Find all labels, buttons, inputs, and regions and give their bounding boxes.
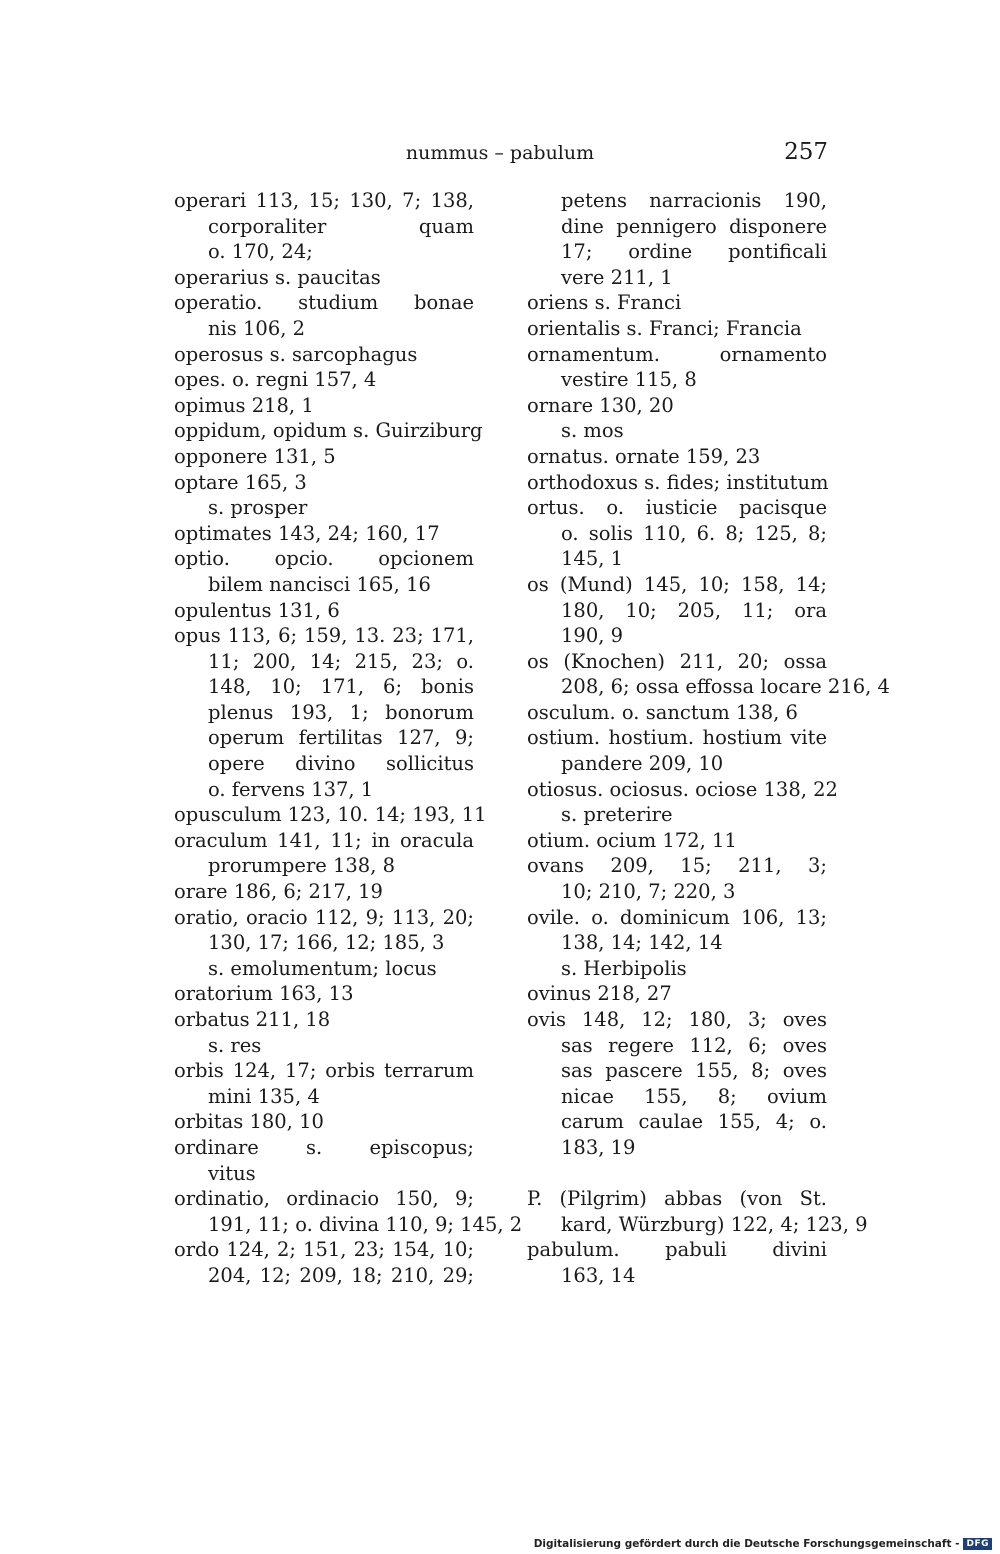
- index-entry: ornamentum. ornamento: [527, 342, 827, 366]
- index-entry-continuation: operum fertilitas 127, 9;: [208, 726, 474, 750]
- index-entry: orbatus 211, 18: [174, 1008, 331, 1031]
- index-entry: oratio, oracio 112, 9; 113, 20;: [174, 905, 474, 929]
- index-entry: opponere 131, 5: [174, 444, 336, 468]
- index-entry: ordo 124, 2; 151, 23; 154, 10;: [174, 1238, 474, 1262]
- index-entry-continuation: vestire 115, 8: [561, 368, 697, 392]
- index-entry: ordinare s. episcopus;: [174, 1135, 474, 1159]
- index-entry-continuation: 148, 10; 171, 6; bonis: [208, 675, 474, 699]
- index-entry-continuation: sas pascere 155, 8; oves: [561, 1059, 827, 1083]
- index-entry-continuation: 180, 10; 205, 11; ora: [561, 598, 827, 622]
- index-entry: P. (Pilgrim) abbas (von St.: [527, 1187, 827, 1211]
- index-entry-continuation: kard, Würzburg) 122, 4; 123, 9: [561, 1212, 868, 1236]
- index-entry: operosus s. sarcophagus: [174, 342, 418, 366]
- index-entry: ostium. hostium. hostium vite: [527, 726, 827, 750]
- funding-notice: Digitalisierung gefördert durch die Deutsche Forschungsgemeinschaft -: [533, 1538, 960, 1550]
- index-entry-continuation: petens narracionis 190,: [561, 189, 827, 212]
- index-entry: opes. o. regni 157, 4: [174, 368, 377, 392]
- funding-footer: [534, 1538, 992, 1550]
- index-entry-continuation: mini 135, 4: [208, 1084, 320, 1108]
- index-entry-continuation: vitus: [208, 1161, 256, 1185]
- index-entry-continuation: plenus 193, 1; bonorum: [208, 700, 474, 724]
- index-entry-continuation: nis 106, 2: [208, 316, 306, 340]
- index-entry: operari 113, 15; 130, 7; 138,: [174, 189, 474, 212]
- index-entry-continuation: 204, 12; 209, 18; 210, 29;: [208, 1263, 474, 1287]
- index-entry: orthodoxus s. fides; institutum: [527, 470, 829, 494]
- index-entry-continuation: 208, 6; ossa effossa locare 216, 4: [561, 675, 890, 699]
- index-entry: os (Knochen) 211, 20; ossa: [527, 649, 827, 673]
- index-entry: optio. opcio. opcionem: [174, 547, 474, 571]
- index-entry-continuation: dine pennigero disponere: [561, 214, 827, 238]
- index-entry: opulentus 131, 6: [174, 598, 340, 622]
- index-entry: ortus. o. iusticie pacisque: [527, 496, 827, 520]
- index-entry: optimates 143, 24; 160, 17: [174, 521, 440, 545]
- index-entry: orbitas 180, 10: [174, 1110, 324, 1134]
- index-entry: ovinus 218, 27: [527, 982, 672, 1006]
- page-number: 257: [784, 139, 828, 165]
- index-entry-continuation: 183, 19: [561, 1135, 636, 1159]
- index-entry-continuation: s. emolumentum; locus: [208, 956, 437, 980]
- index-entry: operatio. studium bonae: [174, 291, 474, 315]
- index-entry-continuation: pandere 209, 10: [561, 752, 724, 776]
- index-entry: ovile. o. dominicum 106, 13;: [527, 905, 827, 929]
- index-entry-continuation: corporaliter quam: [208, 214, 474, 238]
- index-entry-continuation: o. solis 110, 6. 8; 125, 8;: [561, 521, 827, 545]
- index-entry: oraculum 141, 11; in oracula: [174, 828, 474, 852]
- index-entry: oppidum, opidum s. Guirziburg: [174, 419, 483, 443]
- index-entry-continuation: opere divino sollicitus: [208, 752, 474, 776]
- index-entry: ovis 148, 12; 180, 3; oves: [527, 1008, 827, 1031]
- index-entry: operarius s. paucitas: [174, 265, 381, 289]
- index-entry: orare 186, 6; 217, 19: [174, 880, 383, 904]
- index-entry: opus 113, 6; 159, 13. 23; 171,: [174, 624, 474, 648]
- index-entry-continuation: 138, 14; 142, 14: [561, 931, 723, 955]
- index-entry: optare 165, 3: [174, 470, 307, 494]
- dfg-logo: DFG: [963, 1538, 992, 1550]
- running-header: nummus – pabulum: [405, 142, 595, 164]
- index-entry-continuation: s. mos: [561, 419, 624, 443]
- entry-gap: [527, 1161, 827, 1187]
- index-entry: os (Mund) 145, 10; 158, 14;: [527, 572, 827, 596]
- index-column-left: [174, 188, 523, 1289]
- index-entry-continuation: nicae 155, 8; ovium: [561, 1084, 827, 1108]
- index-entry-continuation: o. 170, 24;: [208, 240, 313, 264]
- index-entry-continuation: 163, 14: [561, 1263, 636, 1287]
- index-entry: orbis 124, 17; orbis terrarum: [174, 1059, 474, 1083]
- index-entry-continuation: bilem nancisci 165, 16: [208, 572, 431, 596]
- index-entry-continuation: s. Herbipolis: [561, 956, 687, 980]
- index-entry-continuation: o. fervens 137, 1: [208, 777, 374, 801]
- index-column-right: [527, 188, 890, 1289]
- index-entry-continuation: prorumpere 138, 8: [208, 854, 396, 878]
- index-entry: otium. ocium 172, 11: [527, 828, 737, 852]
- index-entry: opimus 218, 1: [174, 393, 314, 417]
- index-entry-continuation: s. preterire: [561, 803, 673, 827]
- index-entry-continuation: 17; ordine pontificali: [561, 240, 827, 264]
- index-entry: orientalis s. Franci; Francia: [527, 316, 802, 340]
- index-entry-continuation: vere 211, 1: [561, 265, 673, 289]
- index-entry: oriens s. Franci: [527, 291, 682, 315]
- index-entry-continuation: 190, 9: [561, 624, 624, 648]
- index-entry-continuation: s. res: [208, 1033, 262, 1057]
- index-entry: osculum. o. sanctum 138, 6: [527, 700, 798, 724]
- index-entry: ordinatio, ordinacio 150, 9;: [174, 1187, 474, 1211]
- index-entry-continuation: sas regere 112, 6; oves: [561, 1033, 827, 1057]
- index-entry-continuation: carum caulae 155, 4; o.: [561, 1110, 827, 1134]
- index-entry-continuation: 130, 17; 166, 12; 185, 3: [208, 931, 445, 955]
- index-entry-continuation: 11; 200, 14; 215, 23; o.: [208, 649, 474, 673]
- index-entry-continuation: 145, 1: [561, 547, 624, 571]
- index-entry-continuation: 191, 11; o. divina 110, 9; 145, 2: [208, 1212, 523, 1236]
- index-entry: ornatus. ornate 159, 23: [527, 444, 761, 468]
- index-entry-continuation: s. prosper: [208, 496, 308, 520]
- index-entry: otiosus. ociosus. ociose 138, 22: [527, 777, 838, 801]
- index-entry: ornare 130, 20: [527, 393, 674, 417]
- index-entry: opusculum 123, 10. 14; 193, 11: [174, 803, 487, 827]
- index-entry: pabulum. pabuli divini: [527, 1238, 827, 1262]
- index-entry: oratorium 163, 13: [174, 982, 354, 1006]
- index-entry-continuation: 10; 210, 7; 220, 3: [561, 880, 736, 904]
- index-entry: ovans 209, 15; 211, 3;: [527, 854, 827, 878]
